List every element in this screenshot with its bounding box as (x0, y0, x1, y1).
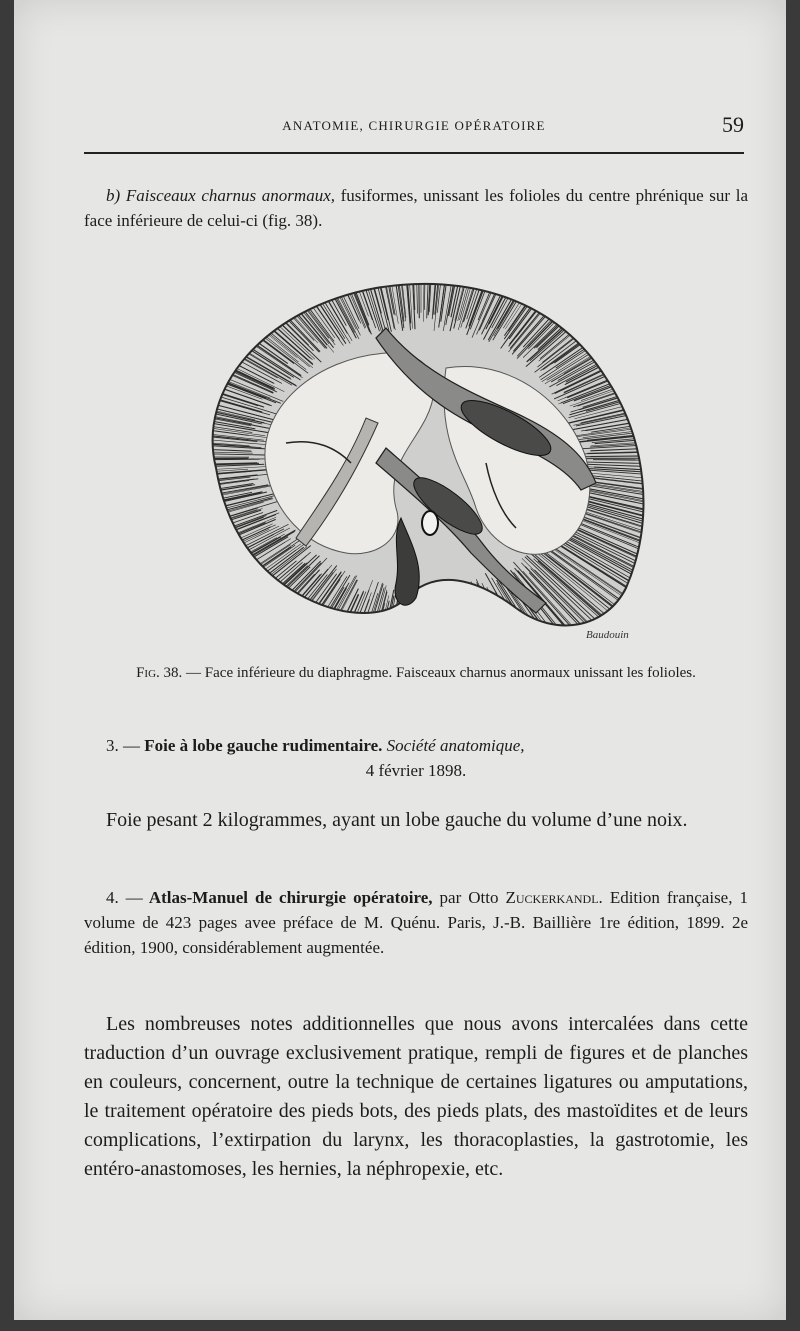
fiber-stroke (435, 606, 442, 646)
paragraph-b (84, 183, 748, 233)
item-4-by: par Otto (432, 888, 506, 907)
paragraph-b-label: b) (106, 186, 121, 205)
fiber-stroke (436, 596, 445, 646)
fiber-stroke (451, 590, 470, 646)
page-header (84, 112, 744, 140)
item-3-date: 4 février 1898. (365, 761, 467, 780)
item-4 (84, 885, 748, 960)
figure-caption (84, 664, 748, 683)
fiber-stroke (442, 599, 454, 646)
fiber-stroke (396, 599, 405, 646)
paragraph-b-italic: Faisceaux charnus anormaux, (125, 186, 335, 205)
fiber-stroke (463, 586, 491, 646)
fiber-stroke (465, 594, 490, 647)
paragraph-final: Les nombreuses notes additionnelles que nous avons intercalées dans cette traduction d’un ouvrage exclusivement pratique, rempli de figures et de planches en couleurs, concernent, outre la technique de certaines ligatures ou amputations, le traitement opératoire des pieds bots, des pieds plats, des mastoïdites et de leurs complications, l’extirpation du larynx, les thoracoplasties, la gastrotomie, les entéro-anastomoses, les hernies, la néphropexie, etc. (84, 1013, 748, 1180)
fiber-stroke (430, 601, 435, 646)
fiber-stroke (395, 604, 404, 646)
fiber-stroke (460, 590, 484, 646)
artist-signature: Baudouin (586, 629, 629, 641)
figure-caption-text: — Face inférieure du diaphragme. Faisceaux charnus anormaux unissant les folioles. (182, 665, 696, 681)
fiber-stroke (464, 599, 486, 646)
fiber-stroke (418, 586, 419, 646)
fiber-stroke (437, 594, 447, 646)
fiber-stroke (441, 593, 453, 646)
fiber-stroke (424, 589, 426, 646)
item-4-title: Atlas-Manuel de chirurgie opératoire, (142, 888, 433, 907)
page-number: 59 (722, 112, 744, 137)
item-4-author: Zuckerkandl. (505, 888, 603, 907)
fiber-stroke (423, 599, 424, 646)
fiber-stroke (427, 586, 431, 646)
fiber-stroke (459, 597, 480, 646)
fiber-stroke (410, 600, 414, 646)
fiber-stroke (415, 596, 417, 646)
fiber-stroke (465, 588, 493, 646)
paragraph-b-text: fusiformes, unissant les folioles du centre phrénique sur la face inférieure de celui-ci (fig. 38). (84, 186, 748, 230)
fiber-stroke (448, 600, 462, 646)
fiber-stroke (418, 591, 419, 646)
fiber-stroke (441, 601, 452, 646)
item-3-title: Foie à lobe gauche rudimentaire. (140, 736, 383, 755)
item-4-details: Edition française, 1 volume de 423 pages avee préface de M. Quénu. Paris, J.-B. Baillière 1re édition, 1899. 2e édition, 1900, considérablement augmentée. (84, 888, 748, 957)
fiber-stroke (452, 584, 474, 646)
fiber-stroke (431, 590, 438, 646)
fiber-stroke (452, 600, 468, 646)
vascular-orifice (422, 511, 438, 535)
fiber-stroke (404, 600, 410, 646)
fiber-stroke (444, 591, 459, 647)
item-3-venue: Société anatomique, (382, 736, 525, 755)
figure-38 (186, 268, 646, 646)
fiber-stroke (450, 593, 468, 646)
item-4-number: 4. — (106, 888, 143, 907)
diaphragm-illustration (186, 268, 646, 646)
paragraph-foie: Foie pesant 2 kilogrammes, ayant un lobe gauche du volume d’une noix. (106, 809, 688, 831)
fiber-stroke (454, 585, 477, 646)
fiber-stroke (437, 592, 447, 646)
fiber-stroke (468, 591, 496, 647)
header-rule (84, 152, 744, 154)
item-3 (84, 733, 748, 783)
fiber-stroke (428, 603, 432, 646)
fiber-stroke (452, 583, 475, 646)
figure-caption-prefix: Fig. 38. (136, 665, 183, 681)
running-title: ANATOMIE, CHIRURGIE OPÉRATOIRE (282, 118, 546, 133)
item-3-number: 3. — (106, 736, 140, 755)
fiber-stroke (445, 601, 458, 646)
